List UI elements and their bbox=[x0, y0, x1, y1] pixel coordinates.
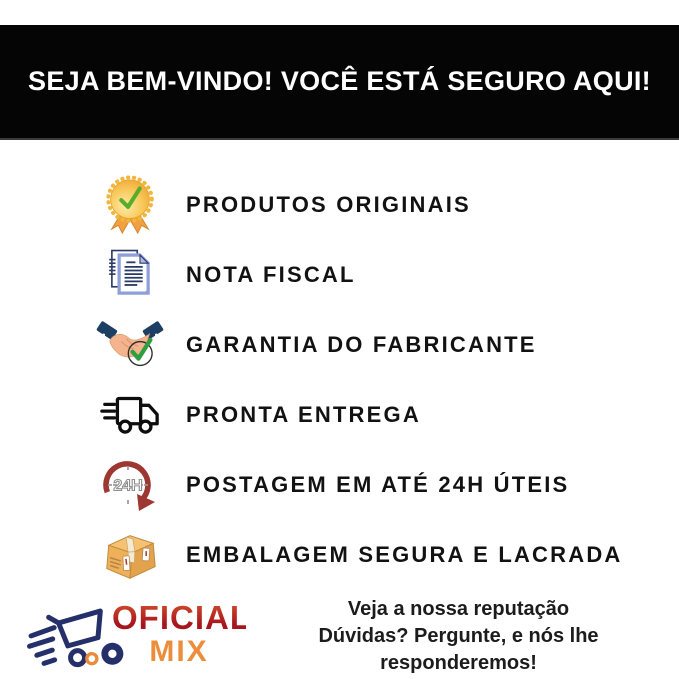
benefit-label: GARANTIA DO FABRICANTE bbox=[186, 332, 537, 357]
benefit-row bbox=[0, 240, 679, 310]
benefit-row bbox=[0, 170, 679, 240]
footer bbox=[0, 596, 679, 676]
clock-24h-icon bbox=[96, 455, 164, 515]
benefit-row bbox=[0, 310, 679, 380]
delivery-truck-icon bbox=[96, 391, 164, 439]
benefit-row bbox=[0, 450, 679, 520]
handshake-guarantee-icon bbox=[96, 316, 164, 374]
quality-medal-icon bbox=[96, 173, 164, 237]
benefit-row bbox=[0, 380, 679, 450]
benefit-label: POSTAGEM EM ATÉ 24H ÚTEIS bbox=[186, 472, 570, 497]
benefits-list bbox=[0, 170, 679, 590]
benefit-label: NOTA FISCAL bbox=[186, 262, 356, 287]
logo-word-mix: MIX bbox=[149, 635, 209, 668]
benefit-label: PRONTA ENTREGA bbox=[186, 402, 421, 427]
clock-24h-label: 24H bbox=[113, 477, 143, 495]
logo-wordmark bbox=[112, 599, 251, 668]
invoice-document-icon bbox=[96, 245, 164, 305]
oficial-mix-logo bbox=[24, 597, 251, 675]
questions-line: Dúvidas? Pergunte, e nós lhe responderemos! bbox=[318, 624, 599, 674]
benefit-label: EMBALAGEM SEGURA E LACRADA bbox=[186, 542, 623, 567]
footer-text bbox=[246, 596, 679, 677]
package-box-icon bbox=[96, 525, 164, 585]
reputation-line: Veja a nossa reputação bbox=[347, 597, 570, 620]
benefit-label: PRODUTOS ORIGINAIS bbox=[186, 192, 471, 217]
logo-word-oficial: OFICIAL bbox=[112, 599, 251, 636]
welcome-banner-text: SEJA BEM-VINDO! VOCÊ ESTÁ SEGURO AQUI! bbox=[28, 66, 651, 96]
welcome-banner bbox=[0, 25, 679, 140]
benefit-row bbox=[0, 520, 679, 590]
